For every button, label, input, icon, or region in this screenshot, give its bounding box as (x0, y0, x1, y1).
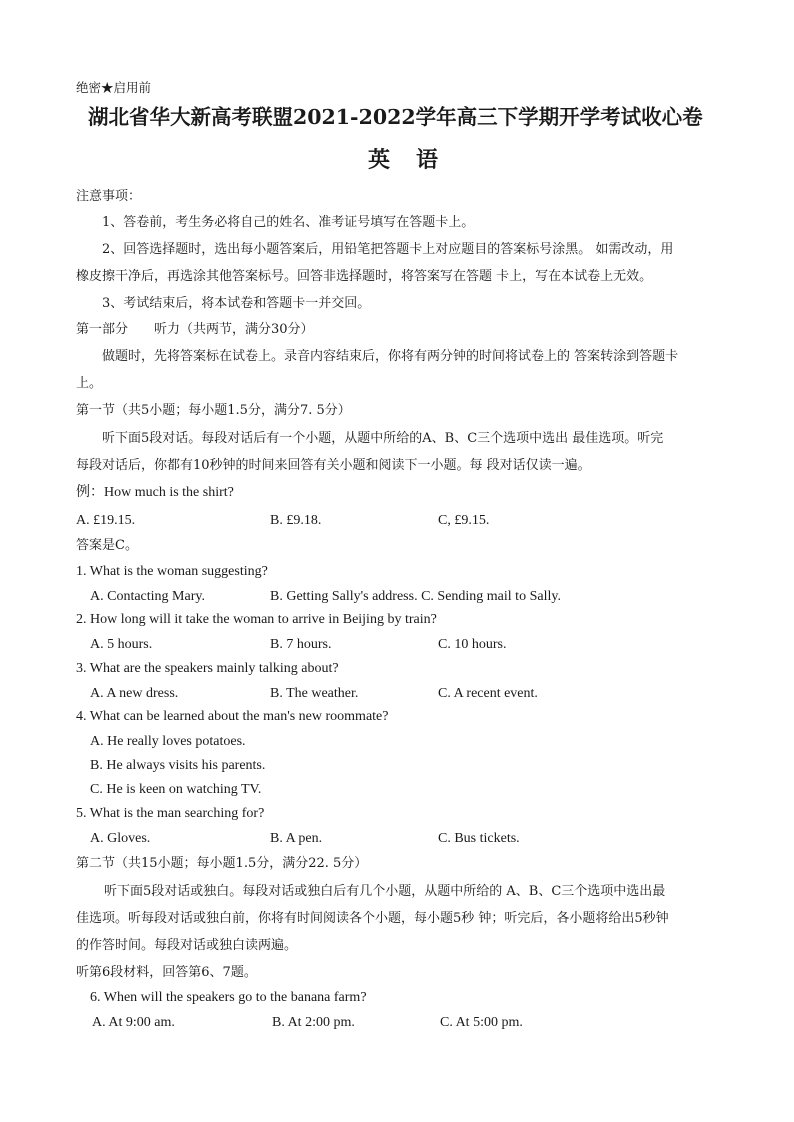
question-3: 3. What are the speakers mainly talking about? (76, 661, 339, 676)
section2-heading: 第二节（共15小题；每小题1.5分，满分22. 5分） (76, 856, 368, 871)
notice-item-1: 1、答卷前，考生务必将自己的姓名、准考证号填写在答题卡上。 (102, 215, 475, 230)
q5-option-a: A. Gloves. (90, 831, 151, 846)
part1-heading: 第一部分 听力（共两节，满分30分） (76, 322, 314, 337)
section1-intro-line-1: 听下面5段对话。每段对话后有一个小题，从题中所给的A、B、C三个选项中选出 最佳选项。听完 (102, 431, 664, 446)
part1-intro-line-2: 上。 (76, 376, 103, 391)
example-option-a: A. £19.15. (76, 513, 136, 528)
section1-intro-line-2: 每段对话后，你都有10秒钟的时间来回答有关小题和阅读下一小题。每 段对话仅读一遍。 (76, 458, 591, 473)
secret-label: 绝密★启用前 (76, 80, 152, 95)
q4-option-a: A. He really loves potatoes. (90, 734, 246, 749)
example-option-c: C, £9.15. (438, 513, 490, 528)
notice-item-3: 3、考试结束后，将本试卷和答题卡一并交回。 (102, 296, 371, 311)
question-6: 6. When will the speakers go to the banana farm? (90, 990, 367, 1005)
section2-intro-line-2: 佳选项。听每段对话或独白前，你将有时间阅读各个小题，每小题5秒 钟；听完后，各小题将给出5秒钟 (76, 911, 669, 926)
q6-option-c: C. At 5:00 pm. (440, 1015, 523, 1030)
example-question: 例：How much is the shirt? (76, 485, 234, 500)
q3-option-a: A. A new dress. (90, 686, 179, 701)
question-2: 2. How long will it take the woman to arrive in Beijing by train? (76, 612, 437, 627)
q5-option-c: C. Bus tickets. (438, 831, 520, 846)
q6-option-b: B. At 2:00 pm. (272, 1015, 355, 1030)
notice-item-2-line-2: 橡皮擦干净后，再选涂其他答案标号。回答非选择题时，将答案写在答题 卡上，写在本试卷上无效。 (76, 269, 653, 284)
q4-option-b: B. He always visits his parents. (90, 758, 266, 773)
question-5: 5. What is the man searching for? (76, 806, 265, 821)
q3-option-b: B. The weather. (270, 686, 359, 701)
notice-heading: 注意事项： (76, 189, 142, 204)
q1-option-bc: B. Getting Sally's address. C. Sending mail to Sally. (270, 589, 561, 604)
material-6-heading: 听第6段材料，回答第6、7题。 (76, 965, 257, 980)
q2-option-b: B. 7 hours. (270, 637, 332, 652)
section2-intro-line-3: 的作答时间。每段对话或独白读两遍。 (76, 938, 298, 953)
q4-option-c: C. He is keen on watching TV. (90, 782, 262, 797)
part1-intro-line-1: 做题时，先将答案标在试卷上。录音内容结束后，你将有两分钟的时间将试卷上的 答案转涂到答题卡 (102, 349, 679, 364)
example-answer: 答案是C。 (76, 538, 138, 553)
section2-intro-line-1: 听下面5段对话或独白。每段对话或独白后有几个小题，从题中所给的 A、B、C三个选项中选出最 (104, 884, 666, 899)
q2-option-c: C. 10 hours. (438, 637, 507, 652)
q3-option-c: C. A recent event. (438, 686, 538, 701)
example-option-b: B. £9.18. (270, 513, 322, 528)
exam-title: 湖北省华大新高考联盟2021-2022学年高三下学期开学考试收心卷 (88, 105, 703, 129)
question-4: 4. What can be learned about the man's new roommate? (76, 709, 389, 724)
question-1: 1. What is the woman suggesting? (76, 564, 268, 579)
q1-option-a: A. Contacting Mary. (90, 589, 205, 604)
q2-option-a: A. 5 hours. (90, 637, 153, 652)
q6-option-a: A. At 9:00 am. (92, 1015, 175, 1030)
notice-item-2-line-1: 2、回答选择题时，选出每小题答案后，用铅笔把答题卡上对应题目的答案标号涂黑。 如需改动，用 (102, 242, 674, 257)
section1-heading: 第一节（共5小题；每小题1.5分，满分7. 5分） (76, 403, 351, 418)
subject-title: 英语 (368, 147, 465, 173)
q5-option-b: B. A pen. (270, 831, 323, 846)
